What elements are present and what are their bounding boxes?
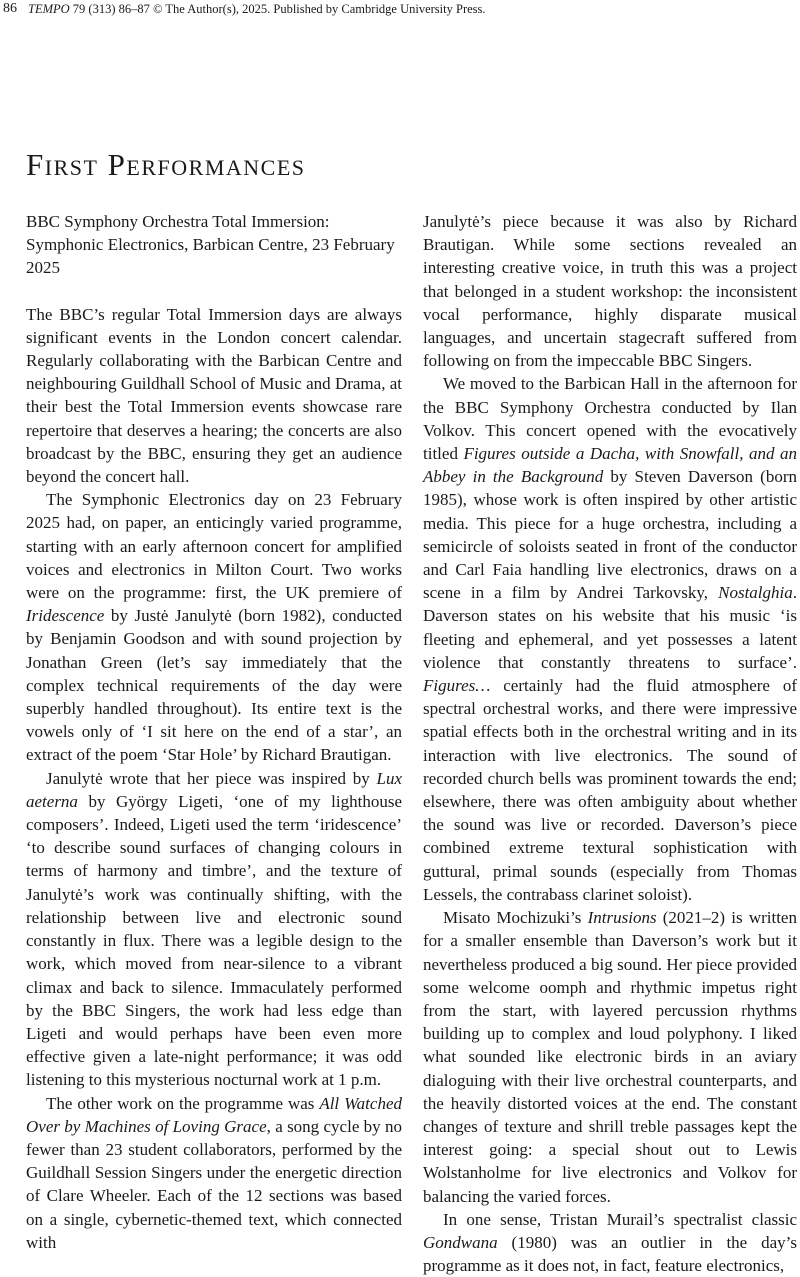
film-title: Nostalghia: [718, 583, 793, 603]
paragraph: Janulytė wrote that her piece was inspired by Lux aeterna by György Ligeti, ‘one of my lighthouse composers’. Indeed, Ligeti used the term ‘iridescence’ ‘to describe sound surfaces of changing colours in terms of harmony and timbre’, and the texture of Janulytė’s work was continually shifting, with the relationship between live and electronic sound constantly in flux. There was a legible design to the work, which moved from near-silence to a vibrant climax and back to silence. Immaculately performed by the BBC Singers, the work had less edge than Ligeti and would perhaps have been even more effective given a late-night performance; it was odd listening to this mysterious nocturnal work at 1 p.m.: [26, 768, 402, 1090]
paragraph: We moved to the Barbican Hall in the afternoon for the BBC Symphony Orchestra conducted by Ilan Volkov. This concert opened with the evocatively titled Figures outside a Dacha, with Snowfall, and an Abbey in the Background by Steven Daverson (born 1985), whose work is often inspired by other artistic media. This piece for a huge orchestra, including a semicircle of soloists seated in front of the conductor and Carl Faia handling live electronics, draws on a scene in a film by Andrei Tarkovsky, Nostalghia. Daverson states on his website that his music ‘is fleeting and ephemeral, and yet possesses a latent violence that constantly threatens to surface’. Figures… certainly had the fluid atmosphere of spectral orchestral works, and there were impressive spatial effects both in the orchestral writing and in its interaction with live electronics. The sound of recorded church bells was prominent towards the end; elsewhere, there was often ambiguity about whether the sound was live or recorded. Daverson’s piece combined extreme textural sophistication with guttural, primal sounds (especially from Thomas Lessels, the contrabass clarinet soloist).: [423, 374, 797, 904]
paragraph: The BBC’s regular Total Immersion days are always significant events in the London concert calendar. Regularly collaborating with the Barbican Centre and neighbouring Guildhall School of Music and Drama, at their best the Total Immersion events showcase rare repertoire that deserves a hearing; the concerts are also broadcast by the BBC, ensuring they get an audience beyond the concert hall.: [26, 304, 402, 487]
paragraph: The Symphonic Electronics day on 23 February 2025 had, on paper, an enticingly varied programme, starting with an early afternoon concert for amplified voices and electronics in Milton Court. Two works were on the programme: first, the UK premiere of Iridescence by Justė Janulytė (born 1982), conducted by Benjamin Goodson and with sound projection by Jonathan Green (let’s say immediately that the complex technical requirements of the day were superbly handled throughout). Its entire text is the vowels only of ‘I sit here on the end of a star’, an extract of the poem ‘Star Hole’ by Richard Brautigan.: [26, 490, 402, 765]
work-title: Figures outside a Dacha, with Snowfall, and an Abbey in the Background: [423, 444, 797, 487]
journal-title: TEMPO: [28, 2, 70, 16]
section-title: First Performances: [26, 147, 306, 182]
page-number: 86: [3, 1, 17, 16]
journal-info: 79 (313) 86–87 © The Author(s), 2025. Published by Cambridge University Press.: [69, 2, 486, 16]
work-title: Intrusions: [587, 908, 657, 928]
journal-citation: [28, 2, 486, 17]
running-header: [0, 0, 800, 20]
left-column: [26, 210, 402, 1254]
paragraph: The other work on the programme was All Watched Over by Machines of Loving Grace, a song cycle by no fewer than 23 student collaborators, performed by the Guildhall Session Singers under the energetic direction of Clare Wheeler. Each of the 12 sections was based on a single, cybernetic-themed text, which connected with: [26, 1093, 402, 1252]
right-column: [423, 210, 797, 1277]
paragraph: Janulytė’s piece because it was also by Richard Brautigan. While some sections revealed an interesting creative voice, in truth this was a project that belonged in a student workshop: the inconsistent vocal performance, highly disparate musical languages, and uncertain stagecraft suffered from following on from the impeccable BBC Singers.: [423, 212, 797, 371]
work-title: Figures…: [423, 676, 491, 696]
work-title: Iridescence: [26, 606, 105, 626]
paragraph: In one sense, Tristan Murail’s spectralist classic Gondwana (1980) was an outlier in the day’s programme as it does not, in fact, feature electronics,: [423, 1209, 797, 1276]
work-title: All Watched Over by Machines of Loving Grace: [26, 1093, 402, 1136]
work-title: Lux aeterna: [26, 768, 402, 811]
work-title: Gondwana: [423, 1232, 498, 1252]
event-heading: BBC Symphony Orchestra Total Immersion: Symphonic Electronics, Barbican Centre, 23 February 2025: [26, 212, 395, 278]
paragraph: Misato Mochizuki’s Intrusions (2021–2) is written for a smaller ensemble than Daverson’s work but it nevertheless produced a big sound. Her piece provided some welcome oomph and rhythmic impetus right from the start, with layered percussion rhythms building up to complex and loud polyphony. I liked what sounded like electronic birds in an aviary dialoguing with their live orchestral counterparts, and the heavily distorted voices at the end. The constant changes of texture and shrill treble passages kept the interest going: a special shout out to Lewis Wolstanholme for live electronics and Volkov for balancing the varied forces.: [423, 908, 797, 1206]
